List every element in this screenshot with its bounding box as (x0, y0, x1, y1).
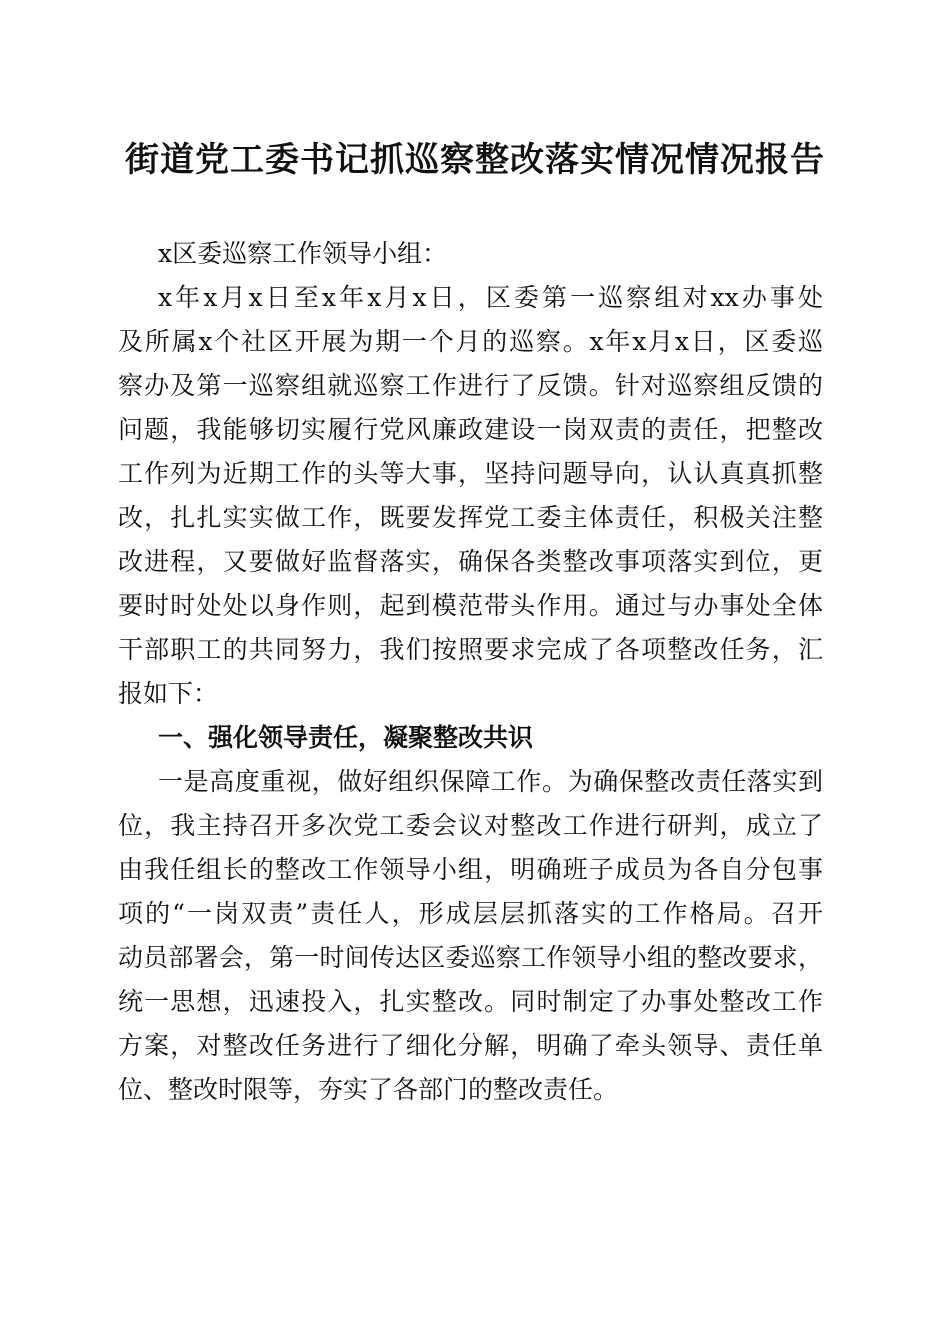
paragraph-line: 一是高度重视，做好组织保障工作。为确保整改责任落实到 (158, 767, 823, 796)
paragraph-line: 方案，对整改任务进行了细化分解，明确了牵头领导、责任单 (118, 1031, 823, 1060)
paragraph-line: 干部职工的共同努力，我们按照要求完成了各项整改任务，汇 (118, 635, 823, 664)
paragraph-line: 改进程，又要做好监督落实，确保各类整改事项落实到位，更 (118, 547, 823, 576)
paragraph-line: 察办及第一巡察组就巡察工作进行了反馈。针对巡察组反馈的 (118, 371, 823, 400)
paragraph-line: 统一思想，迅速投入，扎实整改。同时制定了办事处整改工作 (118, 987, 823, 1016)
paragraph-line: 问题，我能够切实履行党风廉政建设一岗双责的责任，把整改 (118, 415, 823, 444)
paragraph-line: 要时时处处以身作则，起到模范带头作用。通过与办事处全体 (118, 591, 823, 620)
paragraph-line: 位、整改时限等，夯实了各部门的整改责任。 (118, 1075, 619, 1104)
paragraph-line: 改，扎扎实实做工作，既要发挥党工委主体责任，积极关注整 (118, 503, 823, 532)
paragraph-1 (118, 276, 823, 716)
paragraph-line: 报如下： (118, 679, 219, 708)
paragraph-line: 由我任组长的整改工作领导小组，明确班子成员为各自分包事 (118, 855, 823, 884)
section-heading: 一、强化领导责任，凝聚整改共识 (158, 723, 534, 752)
paragraph-line: 位，我主持召开多次党工委会议对整改工作进行研判，成立了 (118, 811, 823, 840)
document-title: 街道党工委书记抓巡察整改落实情况情况报告 (125, 140, 825, 180)
paragraph-line: 动员部署会，第一时间传达区委巡察工作领导小组的整改要求， (118, 943, 823, 972)
paragraph-line: 工作列为近期工作的头等大事，坚持问题导向，认认真真抓整 (118, 459, 823, 488)
document-body (118, 232, 823, 1112)
paragraph-line: 及所属x个社区开展为期一个月的巡察。x年x月x日，区委巡 (118, 327, 823, 356)
paragraph-line: x年x月x日至x年x月x日，区委第一巡察组对xx办事处 (158, 283, 823, 312)
salutation: x区委巡察工作领导小组： (158, 239, 448, 268)
paragraph-2 (118, 760, 823, 1112)
paragraph-line: 项的“一岗双责”责任人，形成层层抓落实的工作格局。召开 (118, 899, 823, 928)
